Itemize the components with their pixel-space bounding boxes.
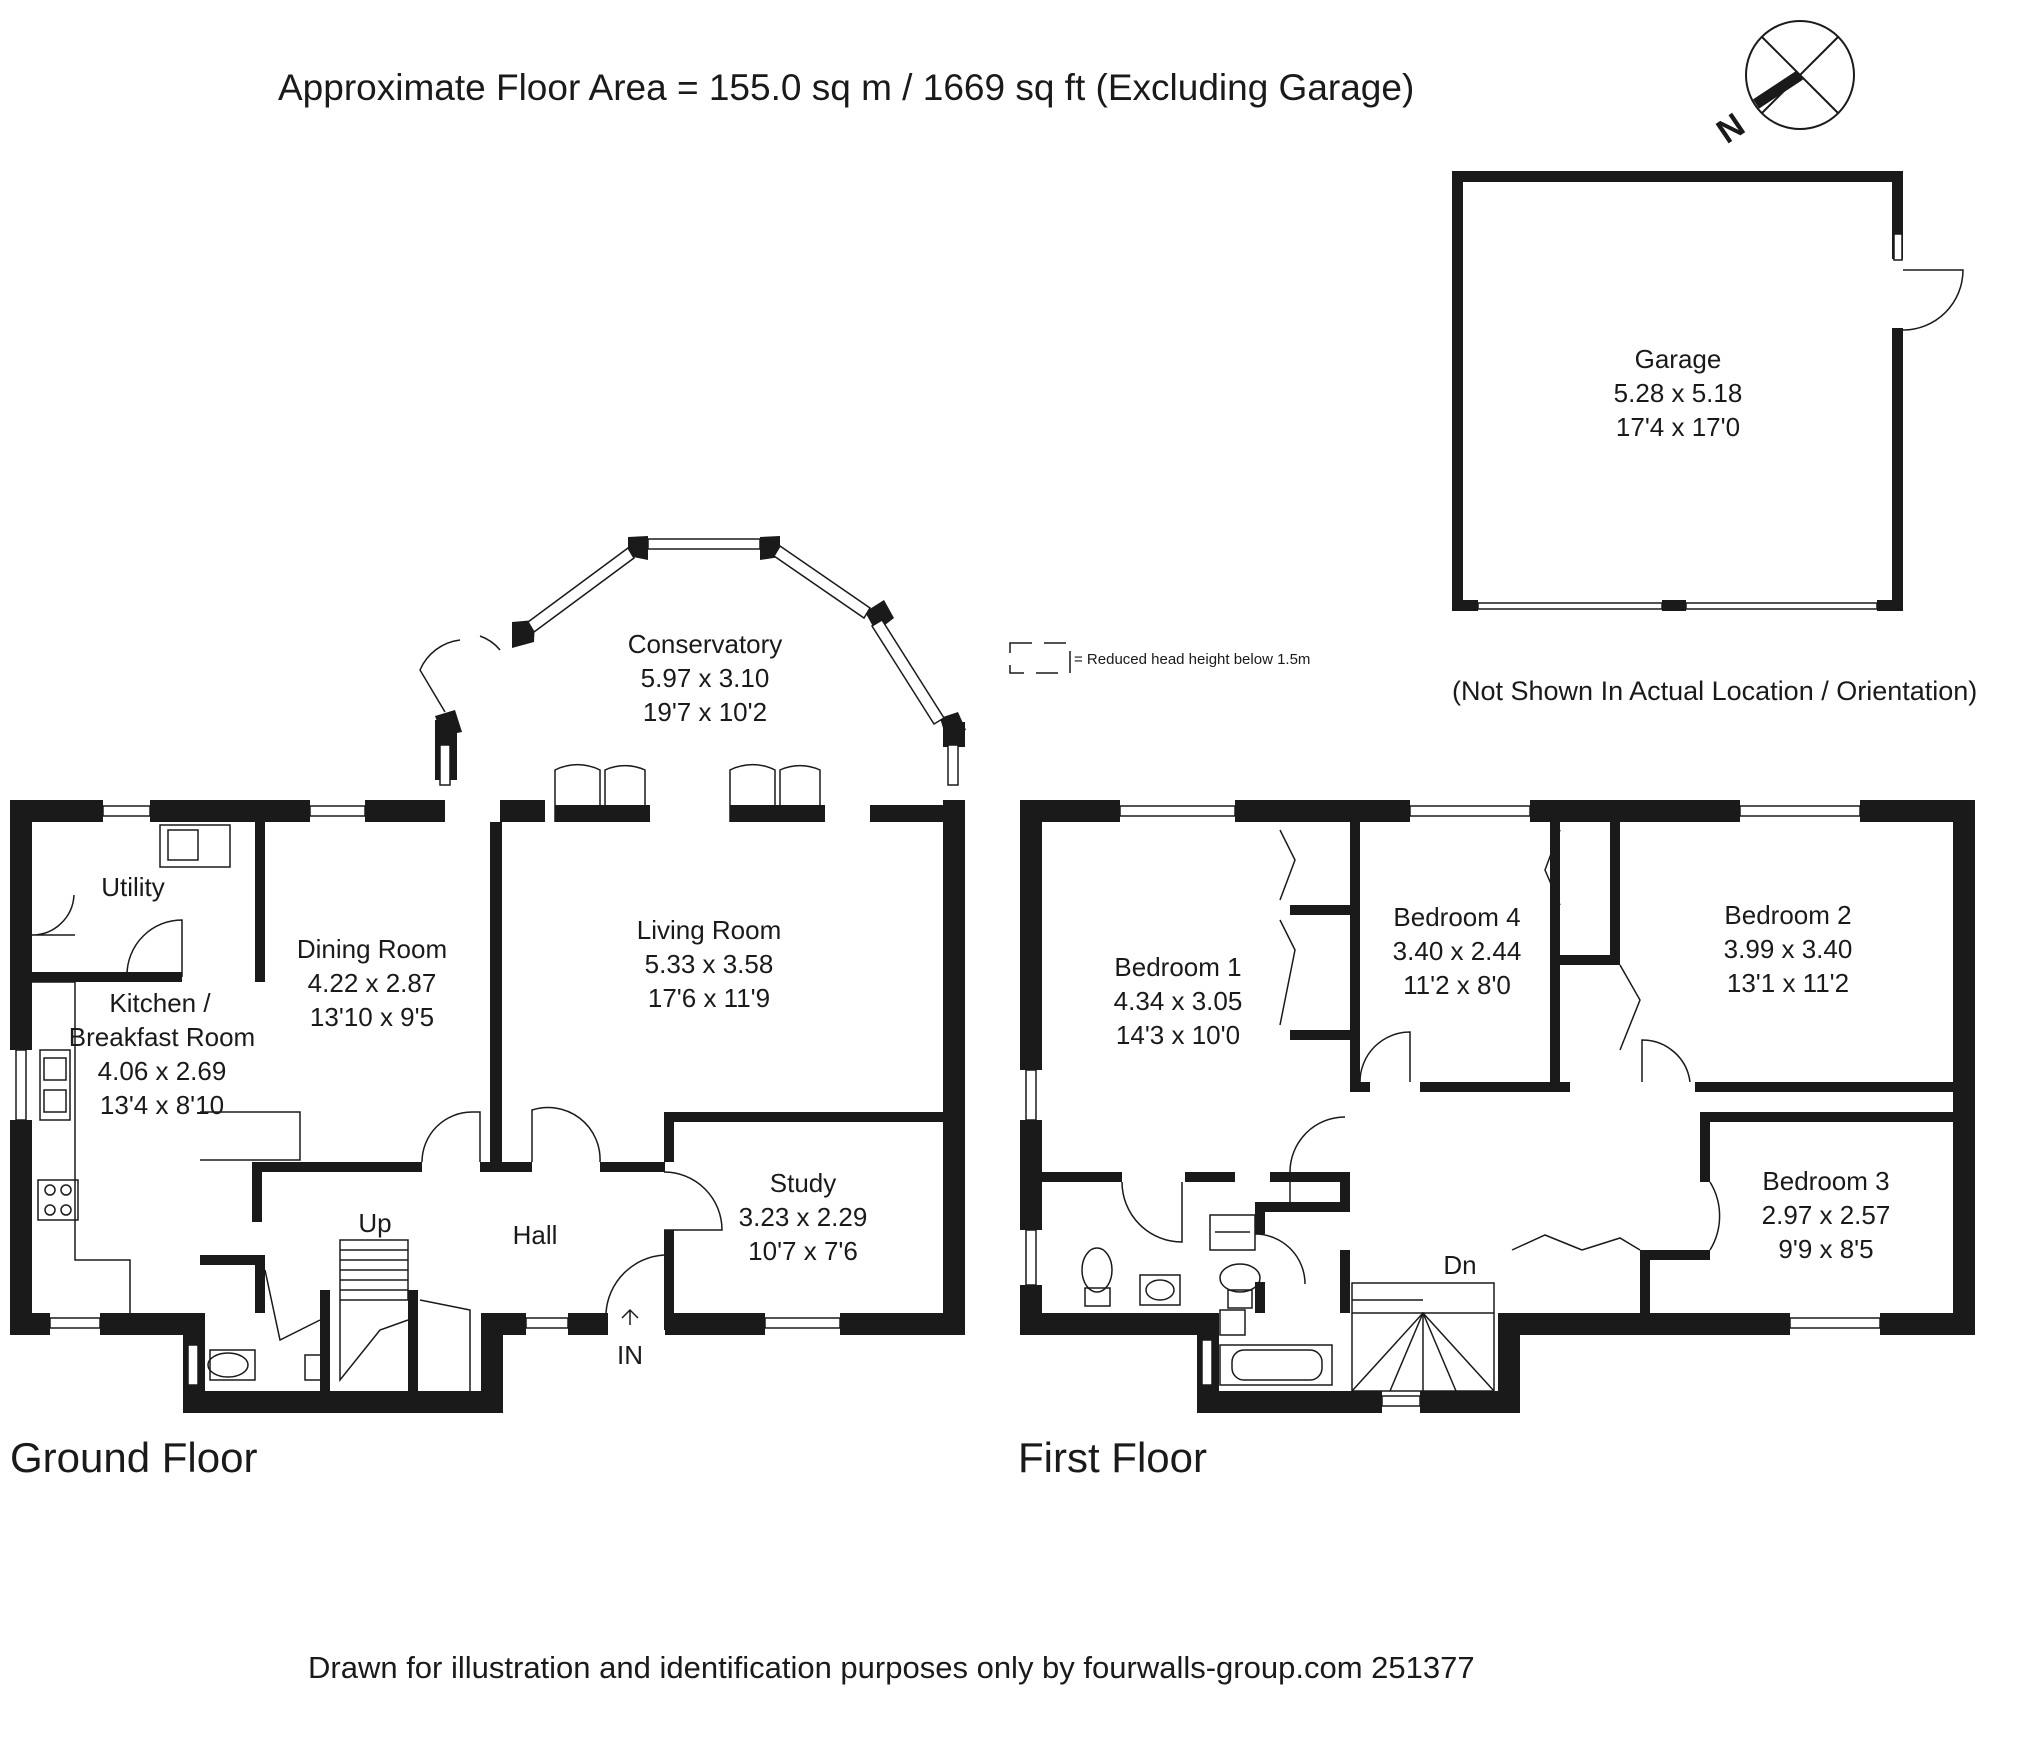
bedroom2-name: Bedroom 2	[1724, 900, 1852, 930]
kitchen-imperial: 13'4 x 8'10	[99, 1090, 225, 1120]
legend-text: = Reduced head height below 1.5m	[1074, 651, 1311, 668]
kitchen-name-line2: Breakfast Room	[68, 1022, 256, 1052]
stairs-down-label: Dn	[1443, 1250, 1477, 1280]
floor-area-title: Approximate Floor Area = 155.0 sq m / 1669 sq ft (Excluding Garage)	[278, 67, 1415, 108]
bedroom2-metric: 3.99 x 3.40	[1723, 934, 1853, 964]
legend	[1010, 643, 1310, 673]
garage-name: Garage	[1634, 344, 1722, 374]
conservatory-imperial: 19'7 x 10'2	[642, 697, 768, 727]
garage-location-note: (Not Shown In Actual Location / Orientation)	[1452, 676, 1978, 706]
dining-room-name: Dining Room	[296, 934, 448, 964]
bedroom4-name: Bedroom 4	[1393, 902, 1521, 932]
conservatory-metric: 5.97 x 3.10	[640, 663, 770, 693]
utility-name: Utility	[101, 872, 165, 902]
first-floor-plan	[1020, 800, 1975, 1413]
hall-name: Hall	[512, 1220, 558, 1250]
compass-north-label: N	[1709, 106, 1752, 152]
entrance-label: IN	[617, 1340, 643, 1370]
entrance-arrow-icon	[622, 1310, 638, 1325]
conservatory-name: Conservatory	[627, 629, 783, 659]
living-room-metric: 5.33 x 3.58	[644, 949, 774, 979]
ground-floor-label: Ground Floor	[10, 1434, 258, 1481]
bedroom1-metric: 4.34 x 3.05	[1113, 986, 1243, 1016]
bedroom3-imperial: 9'9 x 8'5	[1778, 1234, 1874, 1264]
bedroom3-metric: 2.97 x 2.57	[1761, 1200, 1891, 1230]
garage-imperial: 17'4 x 17'0	[1615, 412, 1741, 442]
footer-disclaimer: Drawn for illustration and identification purposes only by fourwalls-group.com 251377	[308, 1650, 1475, 1685]
bedroom4-imperial: 11'2 x 8'0	[1403, 970, 1511, 1000]
garage-metric: 5.28 x 5.18	[1613, 378, 1743, 408]
kitchen-metric: 4.06 x 2.69	[97, 1056, 227, 1086]
bedroom1-name: Bedroom 1	[1114, 952, 1242, 982]
ground-floor-plan	[10, 536, 966, 1413]
first-floor-label: First Floor	[1018, 1434, 1207, 1481]
stairs-up-label: Up	[358, 1208, 392, 1238]
dining-room-imperial: 13'10 x 9'5	[309, 1002, 435, 1032]
bedroom2-imperial: 13'1 x 11'2	[1726, 968, 1850, 998]
study-imperial: 10'7 x 7'6	[748, 1236, 858, 1266]
bedroom4-metric: 3.40 x 2.44	[1392, 936, 1522, 966]
study-metric: 3.23 x 2.29	[738, 1202, 868, 1232]
kitchen-name-line1: Kitchen /	[109, 988, 211, 1018]
bedroom1-imperial: 14'3 x 10'0	[1115, 1020, 1241, 1050]
dining-room-metric: 4.22 x 2.87	[307, 968, 437, 998]
living-room-imperial: 17'6 x 11'9	[647, 983, 771, 1013]
study-name: Study	[769, 1168, 837, 1198]
bedroom3-name: Bedroom 3	[1762, 1166, 1890, 1196]
garage-plan	[1452, 171, 1963, 611]
living-room-name: Living Room	[636, 915, 782, 945]
compass-icon	[1710, 21, 1854, 151]
